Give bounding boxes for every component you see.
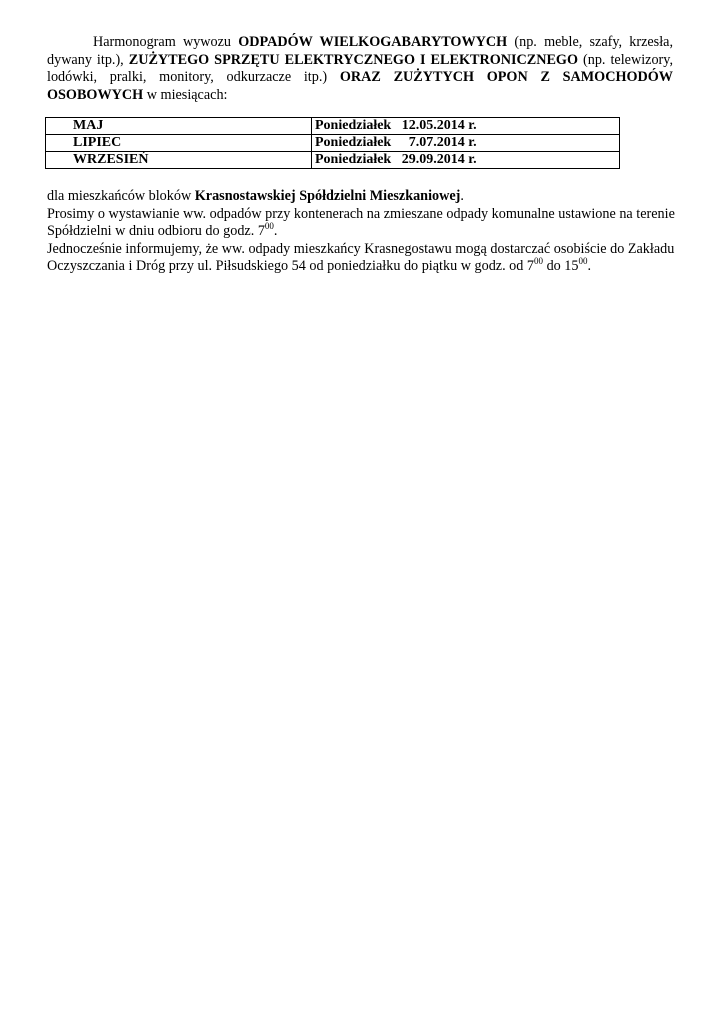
intro-suffix: w miesiącach:: [143, 86, 228, 103]
dropoff-hours-mid: do 15: [543, 258, 579, 274]
date-text: 12.05.2014 r.: [391, 118, 477, 133]
waste-type-bulky: ODPADÓW WIELKOGABARYTOWYCH: [238, 34, 508, 50]
table-row: [46, 152, 620, 169]
placement-request: [47, 206, 687, 241]
weekday-text: Poniedziałek: [315, 118, 392, 133]
intro-prefix: Harmonogram wywozu: [93, 34, 239, 50]
schedule-intro-paragraph: [47, 34, 673, 104]
electro-examples: (np. telewizory, lodówki, pralki, monitory, odkurzacze itp.): [47, 51, 673, 86]
hour-superscript: 00: [578, 256, 588, 266]
hour-superscript: 00: [534, 256, 544, 266]
month-cell: MAJ: [46, 118, 312, 135]
placement-text: Prosimy o wystawianie ww. odpadów przy kontenerach na zmieszane odpady komunalne ustawione na terenie Spółdzielni w dniu odbioru do godz. 7: [47, 205, 675, 239]
hour-superscript: 00: [264, 221, 274, 231]
dropoff-info: [47, 241, 687, 276]
date-text: 29.09.2014 r.: [391, 152, 477, 167]
collection-schedule-table: [45, 117, 620, 169]
date-text: 7.07.2014 r.: [391, 135, 477, 150]
residents-line: [47, 188, 687, 206]
month-cell: LIPIEC: [46, 135, 312, 152]
residents-suffix: .: [460, 188, 464, 204]
cooperative-name: Krasnostawskiej Spółdzielni Mieszkaniowej: [194, 188, 461, 204]
month-cell: WRZESIEŃ: [46, 152, 312, 169]
dropoff-text: Jednocześnie informujemy, że ww. odpady mieszkańcy Krasnegostawu mogą dostarczać osobiście do Zakładu Oczyszczania i Dróg przy ul. Piłsudskiego 54 od poniedziałku do piątku w godz. od 7: [47, 240, 675, 274]
waste-type-electro: ZUŻYTEGO SPRZĘTU ELEKTRYCZNEGO I ELEKTRONICZNEGO: [128, 51, 578, 68]
weekday-text: Poniedziałek: [315, 135, 392, 150]
date-cell: [312, 118, 620, 135]
table-row: [46, 118, 620, 135]
dropoff-end: .: [587, 258, 592, 274]
notice-block: [47, 188, 687, 276]
date-cell: [312, 152, 620, 169]
placement-end: .: [273, 223, 278, 239]
date-cell: [312, 135, 620, 152]
table-row: [46, 135, 620, 152]
weekday-text: Poniedziałek: [315, 152, 392, 167]
residents-prefix: dla mieszkańców bloków: [47, 188, 195, 204]
bulky-examples: (np. meble, szafy, krzesła, dywany itp.),: [47, 34, 673, 68]
waste-type-tires: ORAZ ZUŻYTYCH OPON Z SAMOCHODÓW OSOBOWYCH: [47, 69, 673, 103]
